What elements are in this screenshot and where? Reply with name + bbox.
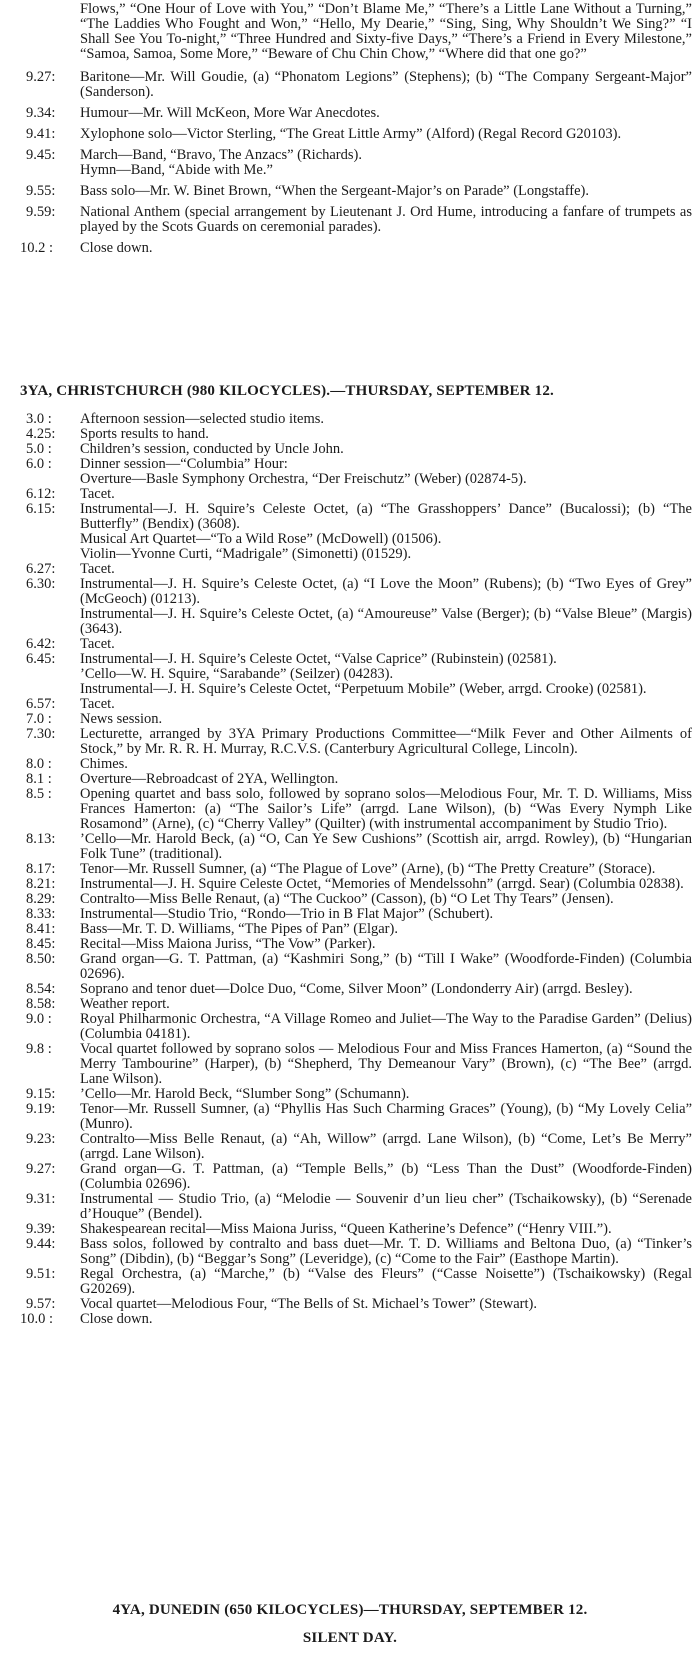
time-label: 8.21: bbox=[26, 876, 56, 892]
time-label: 5.0 : bbox=[26, 441, 52, 457]
program-entry bbox=[20, 1222, 692, 1237]
time-label: 9.15: bbox=[26, 1086, 56, 1102]
time-label: 9.34: bbox=[26, 105, 56, 121]
time-label: 9.27: bbox=[26, 1161, 56, 1177]
time-label: 7.0 : bbox=[26, 711, 52, 727]
program-entry bbox=[20, 106, 692, 121]
entry-text: Bass solo—Mr. W. Binet Brown, “When the Sergeant-Major’s on Parade” (Longstaffe). bbox=[80, 183, 590, 199]
entry-text: Chimes. bbox=[80, 756, 128, 772]
entry-text: Overture—Rebroadcast of 2YA, Wellington. bbox=[80, 771, 339, 787]
time-label: 10.2 : bbox=[20, 240, 54, 256]
section-heading-4ya: 4YA, DUNEDIN (650 KILOCYCLES)—THURSDAY, SEPTEMBER 12. bbox=[112, 1602, 588, 1618]
time-label: 8.1 : bbox=[26, 771, 52, 787]
time-label: 8.45: bbox=[26, 936, 56, 952]
entry-text: Vocal quartet followed by soprano solos — Melodious Four and Miss Frances Hamerton, (a) “Sound the Merry Tambourine” (Harper), (b) “Shepherd, Thy Demeanour Vary” (Brown), (c) “The Bee” (arrgd. Lane Wilson). bbox=[80, 1041, 692, 1087]
entry-line: March—Band, “Bravo, The Anzacs” (Richards). bbox=[80, 147, 362, 163]
entry-line: Hymn—Band, “Abide with Me.” bbox=[80, 162, 273, 178]
program-entry bbox=[20, 832, 692, 862]
program-entry bbox=[20, 427, 692, 442]
entry-text: Instrumental—J. H. Squire’s Celeste Octet, (a) “I Love the Moon” (Rubens); (b) “Two Eyes of Grey” (McGeoch) (01213). bbox=[80, 576, 692, 607]
entry-text: Tacet. bbox=[80, 486, 115, 502]
program-entry bbox=[20, 148, 692, 178]
entry-text: Tenor—Mr. Russell Sumner, (a) “Phyllis Has Such Charming Graces” (Young), (b) “My Lovely Celia” (Munro). bbox=[80, 1101, 692, 1132]
program-sub-entry: Overture—Basle Symphony Orchestra, “Der Freischutz” (Weber) (02874-5). bbox=[80, 471, 527, 487]
program-entry bbox=[20, 892, 692, 907]
entry-text: Soprano and tenor duet—Dolce Duo, “Come, Silver Moon” (Londonderry Air) (arrgd. Besley). bbox=[80, 981, 633, 997]
program-entry bbox=[20, 877, 692, 892]
entry-text: Tacet. bbox=[80, 696, 115, 712]
program-entry bbox=[20, 127, 692, 142]
program-sub-entry: Violin—Yvonne Curti, “Madrigale” (Simonetti) (01529). bbox=[80, 546, 412, 562]
time-label: 8.41: bbox=[26, 921, 56, 937]
entry-text: Grand organ—G. T. Pattman, (a) “Temple Bells,” (b) “Less Than the Dust” (Woodforde-Finden) (Columbia 02696). bbox=[80, 1161, 692, 1192]
entry-text: Instrumental—J. H. Squire’s Celeste Octet, “Valse Caprice” (Rubinstein) (02581). bbox=[80, 651, 557, 667]
program-entry bbox=[20, 412, 692, 427]
silent-day-label: SILENT DAY. bbox=[302, 1630, 398, 1646]
program-entry bbox=[20, 1267, 692, 1297]
program-entry bbox=[20, 577, 692, 607]
entry-text: Weather report. bbox=[80, 996, 170, 1012]
program-entry bbox=[20, 487, 692, 502]
time-label: 9.39: bbox=[26, 1221, 56, 1237]
entry-text: Instrumental — Studio Trio, (a) “Melodie — Souvenir d’un lieu cher” (Tschaikowsky), (b) “Serenade d’Houque” (Bendel). bbox=[80, 1191, 692, 1222]
time-label: 8.58: bbox=[26, 996, 56, 1012]
time-label: 10.0 : bbox=[20, 1311, 54, 1327]
time-label: 6.12: bbox=[26, 486, 56, 502]
program-entry bbox=[20, 70, 692, 100]
entry-text: Baritone—Mr. Will Goudie, (a) “Phonatom Legions” (Stephens); (b) “The Company Sergeant-Major” (Sanderson). bbox=[80, 69, 692, 100]
entry-text: Tacet. bbox=[80, 636, 115, 652]
time-label: 8.17: bbox=[26, 861, 56, 877]
time-label: 9.55: bbox=[26, 183, 56, 199]
time-label: 9.41: bbox=[26, 126, 56, 142]
program-entry bbox=[20, 787, 692, 832]
entry-text: National Anthem (special arrangement by Lieutenant J. Ord Hume, introducing a fanfare of trumpets as played by the Scots Guards on ceremonial parades). bbox=[80, 204, 692, 235]
program-sub-entry: ’Cello—W. H. Squire, “Sarabande” (Seilzer) (04283). bbox=[80, 666, 394, 682]
program-entry bbox=[20, 652, 692, 667]
program-entry bbox=[20, 952, 692, 982]
program-entry bbox=[20, 862, 692, 877]
program-entry bbox=[20, 562, 692, 577]
entry-text: Close down. bbox=[80, 240, 153, 256]
entry-text: Lecturette, arranged by 3YA Primary Productions Committee—“Milk Fever and Other Ailments of Stock,” by Mr. R. R. H. Murray, R.C.V.S. (Canterbury Agricultural College, Lincoln). bbox=[80, 726, 692, 757]
program-entry bbox=[20, 697, 692, 712]
time-label: 8.13: bbox=[26, 831, 56, 847]
entry-text: News session. bbox=[80, 711, 163, 727]
program-entry bbox=[20, 1192, 692, 1222]
program-block-2ya-end bbox=[20, 2, 692, 256]
program-entry bbox=[20, 442, 692, 457]
program-entry bbox=[20, 241, 692, 256]
time-label: 3.0 : bbox=[26, 411, 52, 427]
entry-text: Royal Philharmonic Orchestra, “A Village Romeo and Juliet—The Way to the Paradise Garden” (Delius) (Columbia 04181). bbox=[80, 1011, 692, 1042]
time-label: 9.31: bbox=[26, 1191, 56, 1207]
time-label: 9.51: bbox=[26, 1266, 56, 1282]
entry-text: Dinner session—“Columbia” Hour: bbox=[80, 456, 288, 472]
entry-text: Shakespearean recital—Miss Maiona Juriss, “Queen Katherine’s Defence” (“Henry VIII.”). bbox=[80, 1221, 612, 1237]
time-label: 9.19: bbox=[26, 1101, 56, 1117]
entry-text: Regal Orchestra, (a) “Marche,” (b) “Valse des Fleurs” (“Casse Noisette”) (Tschaikowsky) (Regal G20269). bbox=[80, 1266, 692, 1297]
program-entry bbox=[20, 997, 692, 1012]
program-entry bbox=[20, 772, 692, 787]
time-label: 9.45: bbox=[26, 147, 56, 163]
entry-text: Tenor—Mr. Russell Sumner, (a) “The Plague of Love” (Arne), (b) “The Pretty Creature” (Storace). bbox=[80, 861, 656, 877]
entry-text: Vocal quartet—Melodious Four, “The Bells of St. Michael’s Tower” (Stewart). bbox=[80, 1296, 537, 1312]
entry-text: Grand organ—G. T. Pattman, (a) “Kashmiri Song,” (b) “Till I Wake” (Woodforde-Finden) (Columbia 02696). bbox=[80, 951, 692, 982]
time-label: 6.0 : bbox=[26, 456, 52, 472]
entry-text: Contralto—Miss Belle Renaut, (a) “The Cuckoo” (Casson), (b) “O Let Thy Tears” (Jensen). bbox=[80, 891, 614, 907]
program-block-3ya bbox=[20, 412, 692, 1327]
time-label: 9.23: bbox=[26, 1131, 56, 1147]
time-label: 9.27: bbox=[26, 69, 56, 85]
program-sub-entry: Instrumental—J. H. Squire’s Celeste Octet, “Perpetuum Mobile” (Weber, arrgd. Crooke) (02581). bbox=[80, 681, 647, 697]
program-entry bbox=[20, 1297, 692, 1312]
program-entry bbox=[20, 205, 692, 235]
entry-text: Bass—Mr. T. D. Williams, “The Pipes of Pan” (Elgar). bbox=[80, 921, 398, 937]
entry-text: Xylophone solo—Victor Sterling, “The Great Little Army” (Alford) (Regal Record G20103). bbox=[80, 126, 622, 142]
entry-text: ’Cello—Mr. Harold Beck, (a) “O, Can Ye Sew Cushions” (Scottish air, arrgd. Rowley), (b) “Hungarian Folk Tune” (traditional). bbox=[80, 831, 692, 862]
time-label: 9.59: bbox=[26, 204, 56, 220]
entry-text bbox=[80, 148, 692, 178]
program-entry bbox=[20, 1012, 692, 1042]
program-entry bbox=[20, 1162, 692, 1192]
entry-text: Sports results to hand. bbox=[80, 426, 209, 442]
program-entry bbox=[20, 982, 692, 997]
time-label: 9.44: bbox=[26, 1236, 56, 1252]
entry-text: Children’s session, conducted by Uncle John. bbox=[80, 441, 344, 457]
time-label: 9.0 : bbox=[26, 1011, 52, 1027]
entry-text: Tacet. bbox=[80, 561, 115, 577]
time-label: 6.45: bbox=[26, 651, 56, 667]
program-entry bbox=[20, 1102, 692, 1132]
time-label: 6.30: bbox=[26, 576, 56, 592]
entry-text: Instrumental—J. H. Squire’s Celeste Octet, (a) “The Grasshoppers’ Dance” (Bucalossi); (b) “The Butterfly” (Bendix) (3608). bbox=[80, 501, 692, 532]
program-entry bbox=[20, 457, 692, 472]
time-label: 6.57: bbox=[26, 696, 56, 712]
program-entry bbox=[20, 922, 692, 937]
program-entry bbox=[20, 937, 692, 952]
time-label: 8.33: bbox=[26, 906, 56, 922]
continuation-text: Flows,” “One Hour of Love with You,” “Don’t Blame Me,” “There’s a Little Lane Without a Turning,” “The Laddies Who Fought and Won,” “Hello, My Dearie,” “Sing, Sing, Why Shouldn’t We Sing?” “I Shall See You To-night,” “Three Hundred and Sixty-five Days,” “There’s a Friend in Every Milestone,” “Samoa, Samoa, Some More,” “Beware of Chu Chin Chow,” “Where did that one go?” bbox=[80, 1, 692, 62]
section-heading-3ya: 3YA, CHRISTCHURCH (980 KILOCYCLES).—THURSDAY, SEPTEMBER 12. bbox=[20, 383, 554, 399]
entry-text: ’Cello—Mr. Harold Beck, “Slumber Song” (Schumann). bbox=[80, 1086, 410, 1102]
entry-text: Instrumental—Studio Trio, “Rondo—Trio in B Flat Major” (Schubert). bbox=[80, 906, 494, 922]
program-entry bbox=[20, 1087, 692, 1102]
time-label: 6.27: bbox=[26, 561, 56, 577]
time-label: 6.15: bbox=[26, 501, 56, 517]
program-entry bbox=[20, 502, 692, 532]
time-label: 9.8 : bbox=[26, 1041, 52, 1057]
program-entry bbox=[20, 637, 692, 652]
time-label: 8.0 : bbox=[26, 756, 52, 772]
entry-text: Opening quartet and bass solo, followed by soprano solos—Melodious Four, Mr. T. D. Williams, Miss Frances Hamerton: (a) “The Sailor’s Life” (arrgd. Lane Wilson), (b) “Was Every Nymph Like Rosamond” (Arne), (c) “Cherry Valley” (Quilter) (with instrumental accompaniment by Studio Trio). bbox=[80, 786, 692, 832]
time-label: 4.25: bbox=[26, 426, 56, 442]
time-label: 7.30: bbox=[26, 726, 56, 742]
entry-text: Close down. bbox=[80, 1311, 153, 1327]
time-label: 8.5 : bbox=[26, 786, 52, 802]
program-entry bbox=[20, 1132, 692, 1162]
program-entry bbox=[20, 184, 692, 199]
entry-text: Instrumental—J. H. Squire Celeste Octet, “Memories of Mendelssohn” (arrgd. Sear) (Columbia 02838). bbox=[80, 876, 684, 892]
time-label: 8.50: bbox=[26, 951, 56, 967]
program-entry bbox=[20, 1042, 692, 1087]
program-entry bbox=[20, 727, 692, 757]
entry-text: Humour—Mr. Will McKeon, More War Anecdotes. bbox=[80, 105, 380, 121]
entry-text: Contralto—Miss Belle Renaut, (a) “Ah, Willow” (arrgd. Lane Wilson), (b) “Come, Let’s Be Merry” (arrgd. Lane Wilson). bbox=[80, 1131, 692, 1162]
program-sub-entry: Instrumental—J. H. Squire’s Celeste Octet, (a) “Amoureuse” Valse (Berger); (b) “Valse Bleue” (Margis) (3643). bbox=[80, 606, 692, 637]
entry-text: Recital—Miss Maiona Juriss, “The Vow” (Parker). bbox=[80, 936, 376, 952]
time-label: 8.29: bbox=[26, 891, 56, 907]
time-label: 9.57: bbox=[26, 1296, 56, 1312]
program-entry bbox=[20, 712, 692, 727]
time-label: 6.42: bbox=[26, 636, 56, 652]
entry-text: Afternoon session—selected studio items. bbox=[80, 411, 325, 427]
entry-text: Bass solos, followed by contralto and bass duet—Mr. T. D. Williams and Beltona Duo, (a) “Tinker’s Song” (Dibdin), (b) “Beggar’s Song” (Leveridge), (c) “Come to the Fair” (Easthope Martin). bbox=[80, 1236, 692, 1267]
program-entry bbox=[20, 907, 692, 922]
program-entry bbox=[20, 1237, 692, 1267]
program-sub-entry: Musical Art Quartet—“To a Wild Rose” (McDowell) (01506). bbox=[80, 531, 442, 547]
time-label: 8.54: bbox=[26, 981, 56, 997]
program-entry bbox=[20, 1312, 692, 1327]
program-entry bbox=[20, 757, 692, 772]
